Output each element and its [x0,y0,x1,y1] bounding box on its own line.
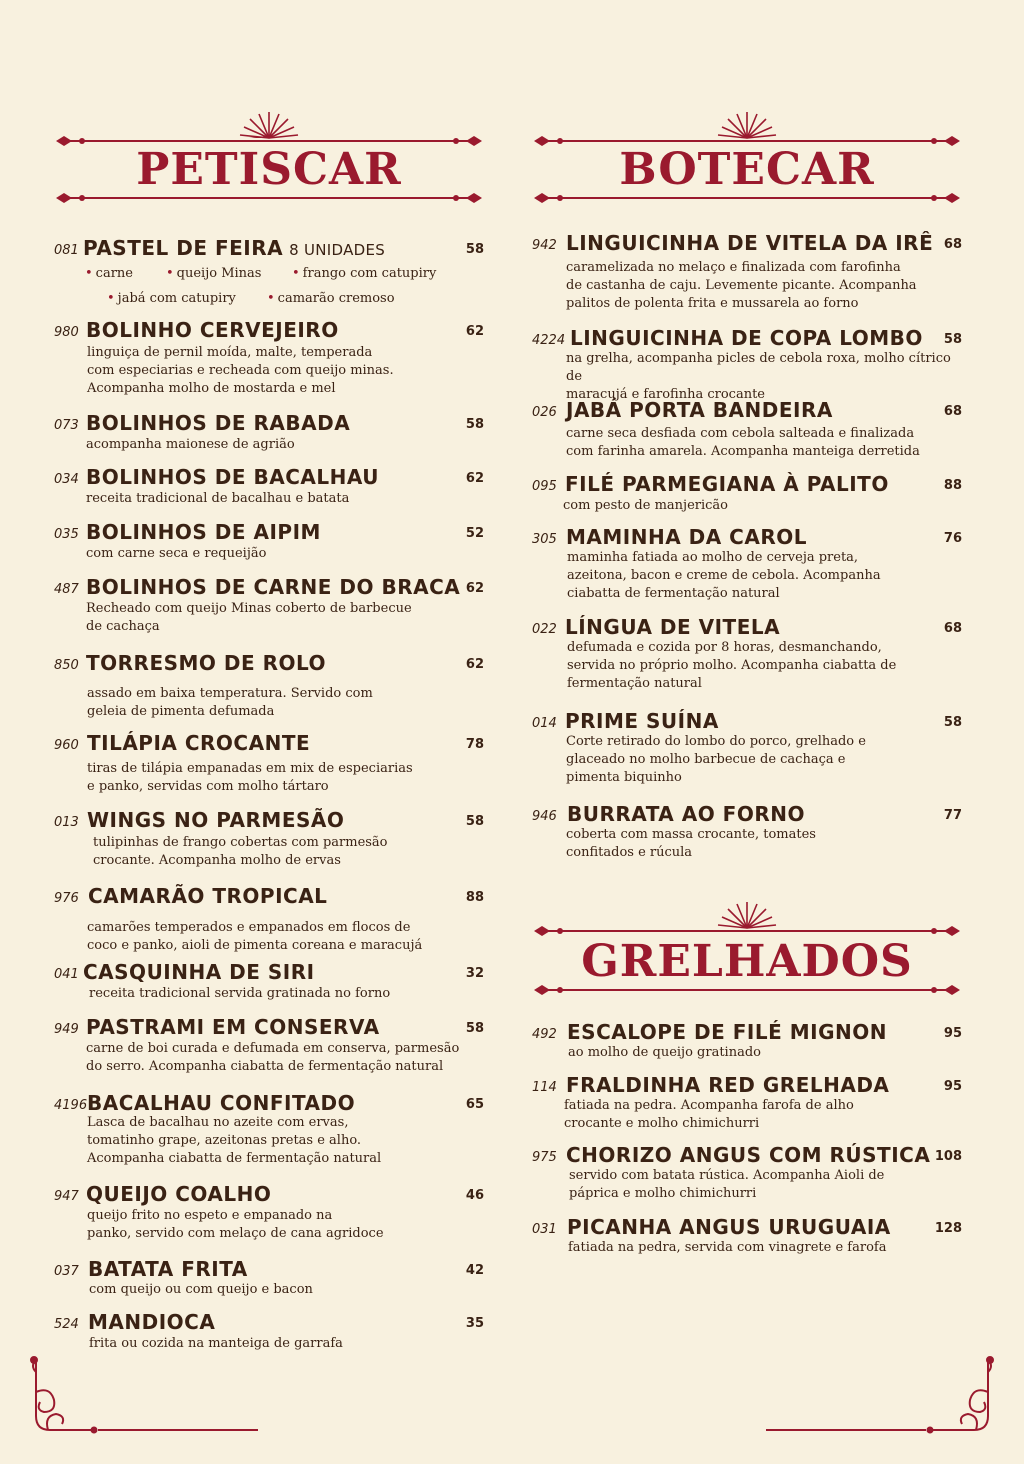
item-code: 034 [54,472,79,487]
item-name: BOLINHOS DE BACALHAU [86,465,379,489]
item-name: PASTRAMI EM CONSERVA [86,1015,380,1039]
item-price: 32 [465,966,484,981]
item-name: MANDIOCA [88,1310,216,1334]
item-code: 095 [532,479,557,494]
item-price: 62 [465,581,484,596]
item-code: 942 [532,238,557,253]
item-name: PICANHA ANGUS URUGUAIA [567,1215,891,1239]
item-description: Lasca de bacalhau no azeite com ervas, tomatinho grape, azeitonas pretas e alho. Acompanha ciabatta de fermentação natural [87,1115,382,1166]
item-description: acompanha maionese de agrião [86,437,295,452]
item-price: 58 [465,1021,484,1036]
item-price: 65 [465,1097,484,1112]
item-name: ESCALOPE DE FILÉ MIGNON [567,1020,887,1044]
item-price: 68 [943,404,962,419]
item-price: 58 [465,242,484,257]
item-description: tiras de tilápia empanadas em mix de especiarias e panko, servidas com molho tártaro [87,761,413,794]
item-code: 4224 [532,333,566,348]
item-code: 976 [54,891,79,906]
item-code: 026 [532,405,557,420]
filling-option: • jabá com catupiry [107,291,236,306]
item-price: 58 [465,814,484,829]
item-price: 52 [465,526,484,541]
filling-option: • carne [85,266,133,281]
item-description: coberta com massa crocante, tomates confitados e rúcula [566,827,816,860]
item-name: BATATA FRITA [88,1257,248,1281]
corner-flourish-icon [926,1356,996,1436]
bottom-rule [766,1429,926,1431]
item-name: BOLINHOS DE AIPIM [86,520,321,544]
item-price: 68 [943,621,962,636]
item-name: QUEIJO COALHO [86,1182,272,1206]
item-description: maminha fatiada ao molho de cerveja preta, azeitona, bacon e creme de cebola. Acompanha ciabatta de fermentação natural [567,550,881,601]
item-price: 77 [943,808,962,823]
item-code: 980 [54,325,79,340]
item-name: CASQUINHA DE SIRI [83,960,315,984]
item-code: 114 [532,1080,557,1095]
item-code: 946 [532,809,557,824]
item-description: receita tradicional servida gratinada no forno [89,986,391,1001]
item-description: defumada e cozida por 8 horas, desmanchando, servida no próprio molho. Acompanha ciabatta de fermentação natural [567,640,897,691]
item-code: 014 [532,716,557,731]
item-name: BOLINHO CERVEJEIRO [86,318,339,342]
item-price: 62 [465,471,484,486]
item-name: FILÉ PARMEGIANA À PALITO [565,472,889,496]
botecar-header [532,108,962,218]
bottom-rule [98,1429,258,1431]
item-name: JABÁ PORTA BANDEIRA [566,398,833,422]
item-name: WINGS NO PARMESÃO [87,808,345,832]
item-description: servido com batata rústica. Acompanha Aioli de páprica e molho chimichurri [569,1168,885,1201]
item-code: 073 [54,418,79,433]
item-name: MAMINHA DA CAROL [566,525,807,549]
item-description: linguiça de pernil moída, malte, temperada com especiarias e recheada com queijo minas. Acompanha molho de mostarda e mel [87,345,394,396]
item-description: carne de boi curada e defumada em conserva, parmesão do serro. Acompanha ciabatta de fermentação natural [86,1041,460,1074]
item-name: FRALDINHA RED GRELHADA [566,1073,890,1097]
item-code: 035 [54,527,79,542]
item-price: 58 [943,332,962,347]
item-price: 95 [943,1079,962,1094]
item-description: frita ou cozida na manteiga de garrafa [89,1336,343,1351]
item-price: 42 [465,1263,484,1278]
item-price: 68 [943,237,962,252]
item-code: 524 [54,1317,79,1332]
item-price: 128 [934,1221,962,1236]
item-name: BOLINHOS DE CARNE DO BRACA [86,575,461,599]
item-description: na grelha, acompanha picles de cebola roxa, molho cítrico de maracujá e farofinha crocante [566,351,951,402]
item-name: LÍNGUA DE VITELA [565,615,781,639]
item-price: 58 [943,715,962,730]
item-description: receita tradicional de bacalhau e batata [86,491,350,506]
item-code: 492 [532,1027,557,1042]
filling-option: • camarão cremoso [267,291,395,306]
item-name: PASTEL DE FEIRA 8 UNIDADES [83,236,386,260]
petiscar-header [54,108,484,218]
item-price: 108 [934,1149,962,1164]
item-code: 949 [54,1022,79,1037]
item-name: TORRESMO DE ROLO [86,651,327,675]
section-title-petiscar: PETISCAR [136,144,402,195]
item-code: 022 [532,622,557,637]
item-description: ao molho de queijo gratinado [568,1045,761,1060]
item-code: 947 [54,1189,79,1204]
section-title-grelhados: GRELHADOS [581,936,913,987]
item-description: Recheado com queijo Minas coberto de barbecue de cachaça [86,601,412,634]
item-name: PRIME SUÍNA [565,709,719,733]
item-price: 35 [465,1316,484,1331]
item-description: queijo frito no espeto e empanado na panko, servido com melaço de cana agridoce [87,1208,384,1241]
item-code: 031 [532,1222,557,1237]
item-code: 041 [54,967,79,982]
item-code: 850 [54,658,79,673]
item-price: 88 [465,890,484,905]
item-code: 960 [54,738,79,753]
item-code: 487 [54,582,79,597]
item-quantity: 8 UNIDADES [289,241,386,259]
item-name: CAMARÃO TROPICAL [88,884,328,908]
grelhados-header [532,898,962,1008]
item-code: 081 [54,243,79,258]
item-description: com carne seca e requeijão [86,546,267,561]
item-code: 4196 [54,1098,88,1113]
item-price: 76 [943,531,962,546]
corner-flourish-icon [28,1356,98,1436]
filling-option: • frango com catupiry [292,266,436,281]
item-price: 62 [465,657,484,672]
section-title-botecar: BOTECAR [619,144,875,195]
item-name: BACALHAU CONFITADO [87,1091,356,1115]
item-description: carne seca desfiada com cebola salteada e finalizada com farinha amarela. Acompanha manteiga derretida [566,426,920,459]
item-price: 62 [465,324,484,339]
item-description: fatiada na pedra, servida com vinagrete e farofa [568,1240,887,1255]
item-price: 78 [465,737,484,752]
item-description: fatiada na pedra. Acompanha farofa de alho crocante e molho chimichurri [564,1098,854,1131]
item-code: 037 [54,1264,79,1279]
item-price: 88 [943,478,962,493]
item-code: 305 [532,532,557,547]
item-price: 58 [465,417,484,432]
item-name: BOLINHOS DE RABADA [86,411,351,435]
item-price: 95 [943,1026,962,1041]
item-description: tulipinhas de frango cobertas com parmesão crocante. Acompanha molho de ervas [93,835,388,868]
item-price: 46 [465,1188,484,1203]
item-name: TILÁPIA CROCANTE [87,731,311,755]
item-code: 975 [532,1150,557,1165]
item-name: BURRATA AO FORNO [567,802,805,826]
item-description: com queijo ou com queijo e bacon [89,1282,313,1297]
item-description: com pesto de manjericão [563,498,728,513]
item-description: assado em baixa temperatura. Servido com geleia de pimenta defumada [87,686,373,719]
item-name: CHORIZO ANGUS COM RÚSTICA [566,1143,931,1167]
item-description: caramelizada no melaço e finalizada com farofinha de castanha de caju. Levemente picante. Acompanha palitos de polenta frita e mussarela ao forno [566,260,917,311]
item-name: LINGUICINHA DE VITELA DA IRÊ [566,231,934,255]
item-name: LINGUICINHA DE COPA LOMBO [570,326,923,350]
item-description: camarões temperados e empanados em flocos de coco e panko, aioli de pimenta coreana e maracujá [87,920,423,953]
filling-option: • queijo Minas [166,266,261,281]
item-description: Corte retirado do lombo do porco, grelhado e glaceado no molho barbecue de cachaça e pimenta biquinho [566,734,866,785]
item-code: 013 [54,815,79,830]
